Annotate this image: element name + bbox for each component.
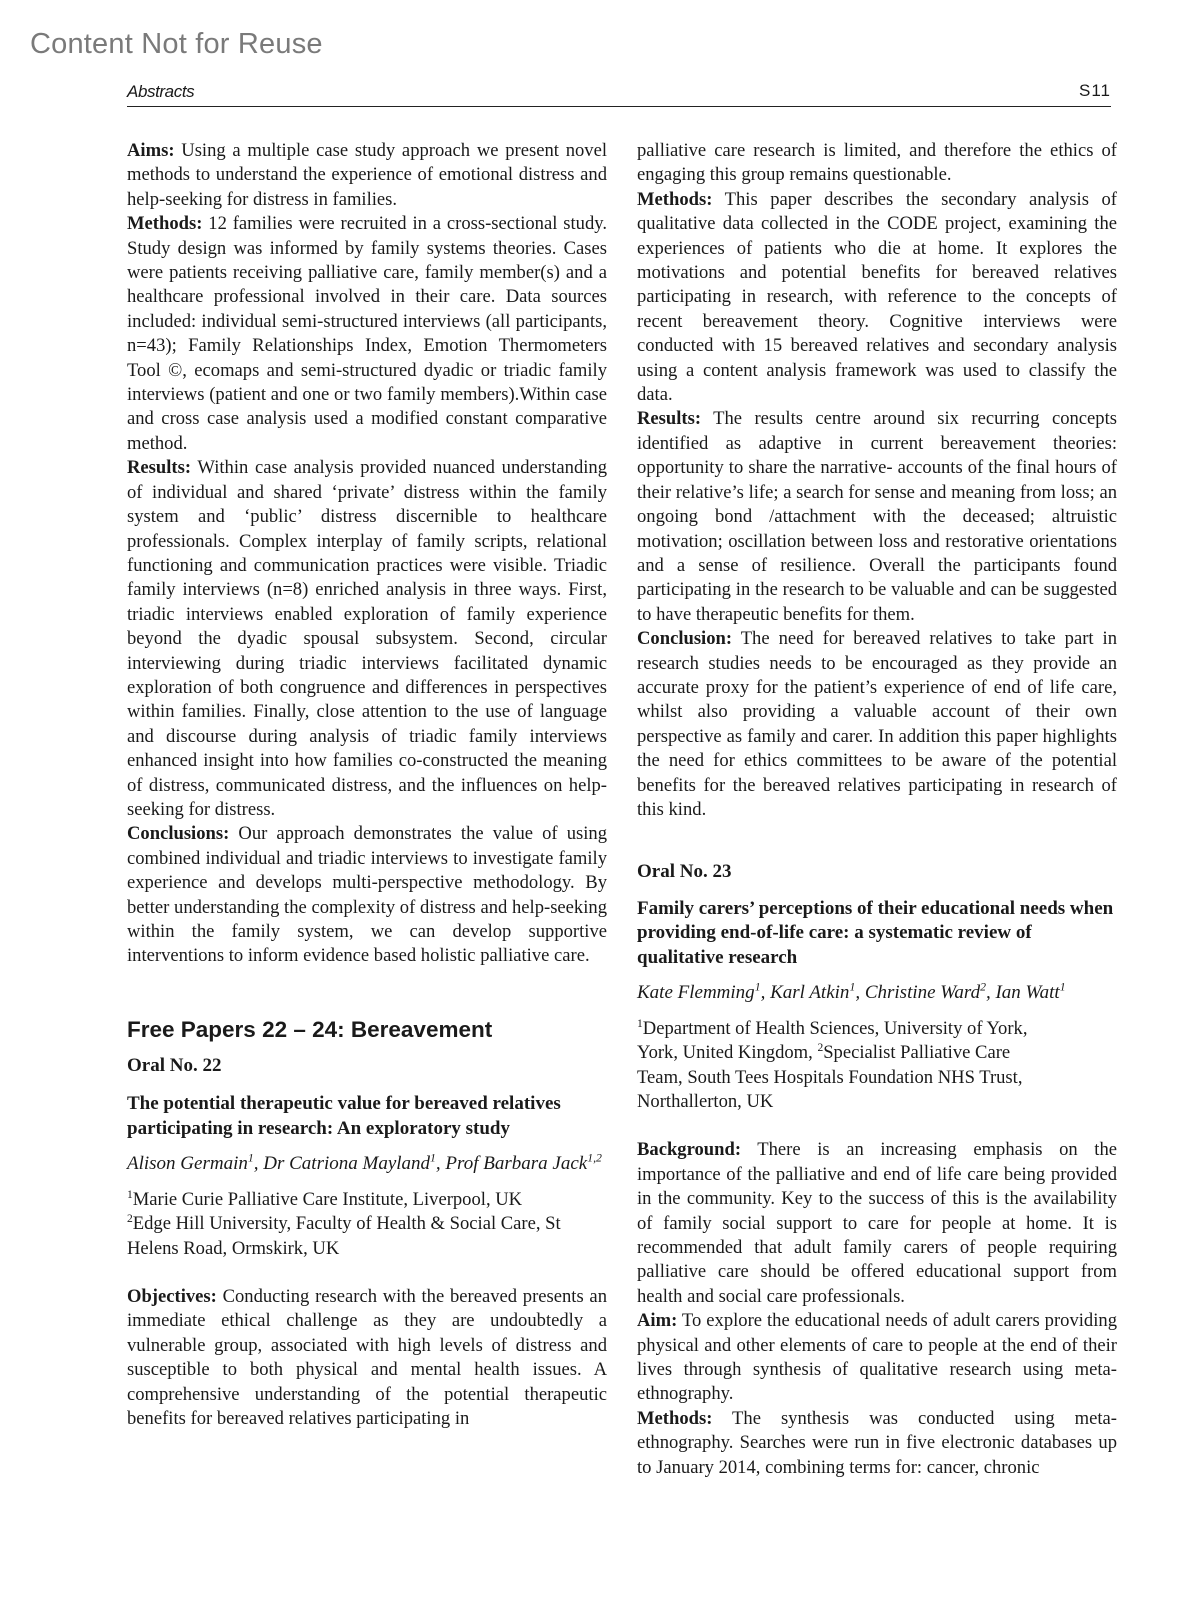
affil-text: Specialist Palliative Care (823, 1042, 1011, 1064)
paragraph-text: This paper describes the secondary analysis of qualitative data collected in the CODE project, examining the experiences of patients who die at home. It explores the motivations and potential benefits for bereaved relatives participating in research, with reference to the concepts of recent bereavement theory. Cognitive interviews were conducted with 15 bereaved relatives and secondary analysis using a content analysis framework was used to classify the data. (637, 188, 1117, 406)
left-column (127, 139, 607, 1431)
paragraph-text: There is an increasing emphasis on the importance of the palliative and end of life care being provided in the community. Key to the success of this is the availability of family social support to care for people at home. It is recommended that adult family carers of people requiring palliative care should be offered educational support from health and social care professionals. (637, 1139, 1117, 1307)
author-name: Christine Ward (864, 982, 981, 1004)
watermark: Content Not for Reuse (30, 28, 323, 60)
affiliations (637, 1017, 1117, 1115)
abstract-body (637, 1138, 1117, 1480)
paragraph-text: Conducting research with the bereaved presents an immediate ethical challenge as they are undoubtedly a vulnerable group, associated with high levels of distress and susceptible to both physical and mental health issues. A comprehensive understanding of the potential therapeutic benefits for bereaved relatives participating in (127, 1285, 607, 1429)
affil-sup: 2 (127, 1212, 133, 1225)
paper-title: Family carers’ perceptions of their educational needs when providing end-of-life care: a systematic review of qualitative research (637, 897, 1114, 968)
affiliation-line (637, 1041, 1117, 1065)
author-affil-sup: 1 (849, 980, 856, 994)
abstract-paragraph (637, 627, 1117, 822)
author-affil-sup: 2 (980, 980, 986, 994)
affiliations (127, 1188, 607, 1261)
affil-text: Team, South Tees Hospitals Foundation NHS Trust, (637, 1066, 1023, 1088)
affil-text: Edge Hill University, Faculty of Health & Social Care, St Helens Road, Ormskirk, UK (127, 1213, 561, 1259)
paragraph-label: Methods: (127, 213, 203, 235)
paragraph-text: The synthesis was conducted using meta-ethnography. Searches were run in five electronic databases up to January 2014, combining terms for: cancer, chronic (637, 1407, 1117, 1478)
paragraph-label: Methods: (637, 1407, 713, 1429)
author-name: Alison Germain (127, 1153, 248, 1175)
paragraph-label: Results: (127, 457, 192, 479)
abstract-paragraph (127, 1285, 607, 1431)
abstract-paragraph (637, 1407, 1117, 1480)
affiliation-line (637, 1066, 1117, 1090)
author-affil-sup: 1 (1059, 980, 1066, 994)
paragraph-label: Results: (637, 408, 702, 430)
abstract-paragraph (637, 1138, 1117, 1309)
abstract-paragraph (127, 212, 607, 456)
affil-text: Northallerton, UK (637, 1091, 774, 1112)
author-name: Ian Watt (995, 982, 1060, 1004)
paragraph-text: 12 families were recruited in a cross-sectional study. Study design was informed by family systems theories. Cases were patients receiving palliative care, family member(s) and a healthcare professional involved in their care. Data sources included: individual semi-structured interviews (all participants, n=43); Family Relationships Index, Emotion Thermometers Tool ©, ecomaps and semi-structured dyadic or triadic family interviews (patient and one or two family members).Within case and cross case analysis used a modified constant comparative method. (127, 213, 607, 454)
author-affil-sup: 1,2 (587, 1151, 602, 1165)
affil-text: Marie Curie Palliative Care Institute, Liverpool, UK (132, 1188, 523, 1210)
paragraph-text: Within case analysis provided nuanced understanding of individual and shared ‘private’ distress within the family system and ‘public’ distress discernible to healthcare professionals. Complex interplay of family scripts, relational functioning and communication practices were visible. Triadic family interviews (n=8) enriched analysis in three ways. First, triadic interviews enabled exploration of family experience beyond the dyadic spousal subsystem. Second, circular interviewing during triadic interviews facilitated dynamic exploration of both congruence and differences in perspectives within families. Finally, close attention to the use of language and discourse during analysis of triadic family interviews enhanced insight into how families co-constructed the meaning of distress, communicated distress, and the influences on help-seeking for distress. (127, 457, 607, 820)
paragraph-text: Our approach demonstrates the value of using combined individual and triadic interviews to investigate family experience and develops multi-perspective methodology. By better understanding the complexity of distress and help-seeking within the family system, we can develop supportive interventions to inform evidence based holistic palliative care. (127, 823, 607, 967)
affiliation (127, 1188, 607, 1212)
abstract-paragraph (127, 822, 607, 968)
continued-abstract (637, 139, 1117, 822)
oral-number: Oral No. 22 (127, 1054, 222, 1076)
affil-sup: 2 (817, 1042, 824, 1054)
affiliation (127, 1212, 607, 1261)
paragraph-text: The results centre around six recurring concepts identified as adaptive in current bereavement theories: opportunity to share the narrative- accounts of the final hours of their relative’s life; a search for sense and meaning from loss; an ongoing bond /attachment with the deceased; altruistic motivation; oscillation between loss and restorative orientations and a sense of resilience. Overall the participants found participating in the research to be valuable and can be suggested to have therapeutic benefits for them. (637, 408, 1117, 625)
abstract-paragraph (127, 456, 607, 822)
author-name: Kate Flemming (637, 982, 755, 1004)
affiliation-line (637, 1017, 1117, 1041)
author-name: Dr Catriona Mayland (263, 1153, 431, 1175)
continued-abstract (127, 139, 607, 969)
paper-title: The potential therapeutic value for bereaved relatives participating in research: An exploratory study (127, 1093, 561, 1139)
section-title: Free Papers 22 – 24: Bereavement (127, 1016, 493, 1042)
right-column (637, 139, 1117, 1480)
affil-text: York, United Kingdom, (637, 1042, 818, 1064)
running-head (127, 80, 1111, 107)
paragraph-text: palliative care research is limited, and therefore the ethics of engaging this group remains questionable. (637, 140, 1117, 186)
affil-text: Department of Health Sciences, University of York, (642, 1017, 1028, 1039)
paragraph-label: Objectives: (127, 1285, 217, 1307)
paragraph-label: Aim: (637, 1310, 678, 1332)
author-affil-sup: 1 (247, 1151, 254, 1165)
abstract-paragraph (127, 139, 607, 212)
author-affil-sup: 1 (754, 980, 761, 994)
abstract-paragraph (637, 139, 1117, 188)
affiliation-line (637, 1090, 1117, 1114)
author-name: Karl Atkin (770, 982, 850, 1004)
paragraph-text: Using a multiple case study approach we present novel methods to understand the experience of emotional distress and help-seeking for distress in families. (127, 140, 607, 210)
oral-number: Oral No. 23 (637, 861, 732, 883)
paragraph-text: To explore the educational needs of adult carers providing physical and other elements of care to people at the end of their lives through synthesis of qualitative research using meta-ethnography. (637, 1310, 1117, 1405)
author-list: Kate Flemming$^1$, Karl Atkin$^1$, Christine Ward$^2$, Ian Watt$^1$ (637, 980, 1066, 1004)
paragraph-label: Conclusion: (637, 628, 733, 650)
affil-sup: 1 (127, 1188, 133, 1201)
page-number: S11 (1079, 81, 1111, 100)
section-name: Abstracts (127, 82, 195, 101)
paragraph-text: The need for bereaved relatives to take part in research studies needs to be encouraged as they provide an accurate proxy for the patient’s experience of end of life care, whilst also providing a valuable account of their own perspective as family and carer. In addition this paper highlights the need for ethics committees to be aware of the potential benefits for the bereaved relatives participating in research of this kind. (637, 628, 1117, 820)
author-list: Alison Germain$^1$, Dr Catriona Mayland$^1$, Prof Barbara Jack$^{1,2}$ (127, 1151, 602, 1175)
abstract-paragraph (637, 1309, 1117, 1407)
paragraph-label: Methods: (637, 188, 713, 210)
paragraph-label: Aims: (127, 140, 175, 161)
paragraph-label: Conclusions: (127, 823, 230, 845)
author-name: Prof Barbara Jack (445, 1153, 588, 1175)
paragraph-label: Background: (637, 1139, 742, 1161)
author-affil-sup: 1 (430, 1151, 436, 1165)
affil-sup: 1 (637, 1017, 643, 1030)
abstract-paragraph (637, 188, 1117, 408)
abstract-paragraph (637, 407, 1117, 627)
